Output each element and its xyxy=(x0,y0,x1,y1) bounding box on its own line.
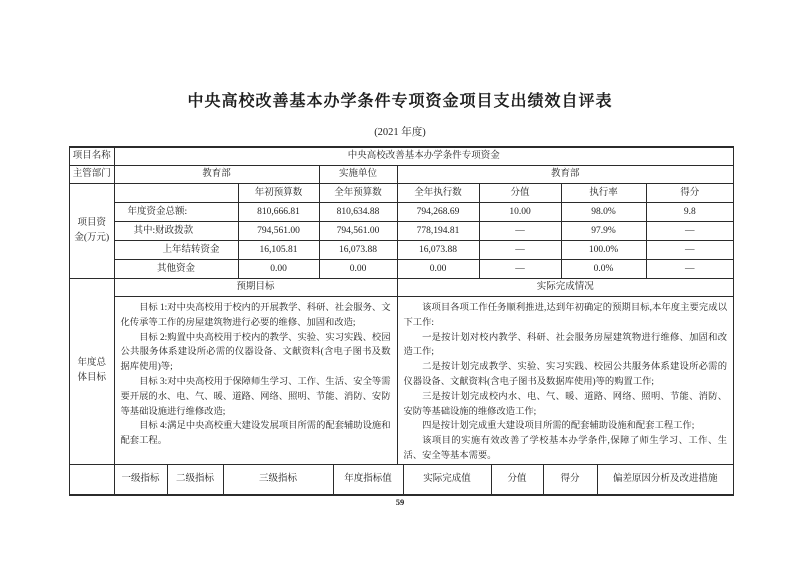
impl-unit-value: 教育部 xyxy=(397,166,733,184)
expected-goal-paragraph: 目标 3:对中央高校用于保障师生学习、工作、生活、安全等需要开展的水、电、气、暖、道路、网络、照明、节能、消防、安防等基础设施进行维修改造; xyxy=(120,376,391,417)
funds-header-executed: 全年执行数 xyxy=(397,184,479,203)
fund-value-cell: 100.0% xyxy=(561,241,646,260)
section-indicators xyxy=(70,465,733,494)
funds-header-execution-rate: 执行率 xyxy=(561,184,646,203)
funds-header-row xyxy=(70,184,733,203)
indicator-header-score-weight: 分值 xyxy=(491,465,543,494)
fund-value-cell: 16,073.88 xyxy=(319,241,397,260)
funds-row-carryover xyxy=(70,241,733,260)
section-funds xyxy=(70,184,733,279)
fund-value-cell: — xyxy=(646,260,733,279)
actual-completion-paragraph: 一是按计划对校内教学、科研、社会服务房屋建筑物进行维修、加固和改造工作; xyxy=(403,332,727,358)
dept-label: 主管部门 xyxy=(70,166,114,184)
annual-goals-row-label: 年度总体目标 xyxy=(70,279,114,464)
indicator-header-row xyxy=(70,465,733,494)
expected-goals-text xyxy=(114,297,397,465)
impl-unit-label: 实施单位 xyxy=(319,166,397,184)
goals-body-row xyxy=(70,297,733,465)
funds-row-fiscal xyxy=(70,222,733,241)
actual-completion-text xyxy=(397,297,733,465)
actual-completion-paragraph: 该项目各项工作任务顺利推进,达到年初确定的预期目标,本年度主要完成以下工作: xyxy=(403,303,727,328)
indicator-header-annual-value: 年度指标值 xyxy=(333,465,403,494)
goals-header-row xyxy=(70,279,733,297)
expected-goal-paragraph: 目标 1:对中央高校用于校内的开展教学、科研、社会服务、文化传承等工作的房屋建筑物进行必要的维修、加固和改造; xyxy=(120,303,391,328)
fund-value-cell: 0.00 xyxy=(238,260,319,279)
actual-completion-header: 实际完成情况 xyxy=(397,279,733,297)
actual-completion-paragraph: 三是按计划完成校内水、电、气、暖、道路、网络、照明、节能、消防、安防等基础设施的维修改造工作; xyxy=(403,391,727,417)
indicator-header-actual-value: 实际完成值 xyxy=(403,465,491,494)
fund-value-cell: 97.9% xyxy=(561,222,646,241)
fund-value-cell: 10.00 xyxy=(479,203,561,222)
actual-completion-paragraph: 该项目的实施有效改善了学校基本办学条件,保障了师生学习、工作、生活、安全等基本需要。 xyxy=(403,436,727,461)
fund-value-cell: — xyxy=(646,241,733,260)
dept-value: 教育部 xyxy=(114,166,319,184)
fund-value-cell: 794,561.00 xyxy=(238,222,319,241)
fund-value-cell: 810,666.81 xyxy=(238,203,319,222)
indicator-header-level2: 二级指标 xyxy=(167,465,223,494)
fund-value-cell: — xyxy=(479,222,561,241)
project-name-value: 中央高校改善基本办学条件专项资金 xyxy=(114,148,733,166)
section-annual-goals xyxy=(70,279,733,465)
indicator-header-deviation: 偏差原因分析及改进措施 xyxy=(612,473,718,484)
page-number: 59 xyxy=(395,497,405,507)
expected-goal-paragraph: 目标 4:满足中央高校重大建设发展项目所需的配套辅助设施和配套工程。 xyxy=(120,421,391,447)
funds-row-other xyxy=(70,260,733,279)
table-row xyxy=(70,166,733,184)
fund-value-cell: 810,634.88 xyxy=(319,203,397,222)
fund-row-label: 其中:财政拨款 xyxy=(114,222,238,241)
page-title: 中央高校改善基本办学条件专项资金项目支出绩效自评表 xyxy=(187,93,613,110)
fund-value-cell: 16,105.81 xyxy=(238,241,319,260)
funds-header-score: 得分 xyxy=(646,184,733,203)
page-subtitle: (2021 年度) xyxy=(374,127,426,138)
actual-completion-paragraph: 四是按计划完成重大建设项目所需的配套辅助设施和配套工程工作; xyxy=(422,421,695,432)
indicator-header-level1: 一级指标 xyxy=(114,465,167,494)
empty-cell xyxy=(114,184,238,203)
funds-header-score-weight: 分值 xyxy=(479,184,561,203)
fund-value-cell: 794,561.00 xyxy=(319,222,397,241)
fund-value-cell: 98.0% xyxy=(561,203,646,222)
expected-goal-paragraph: 目标 2:购置中央高校用于校内的教学、实验、实习实践、校园公共服务体系建设所必需的仪器设备、文献资料(含电子图书及数据库使用)等; xyxy=(120,332,391,373)
fund-row-label: 上年结转资金 xyxy=(114,241,238,260)
indicator-header-level3: 三级指标 xyxy=(223,465,333,494)
funds-row-total xyxy=(70,203,733,222)
fund-row-label: 年度资金总额: xyxy=(114,203,238,222)
fund-value-cell: 0.00 xyxy=(397,260,479,279)
funds-header-annual-budget: 全年预算数 xyxy=(319,184,397,203)
fund-value-cell: 794,268.69 xyxy=(397,203,479,222)
fund-value-cell: 0.00 xyxy=(319,260,397,279)
fund-value-cell: 16,073.88 xyxy=(397,241,479,260)
section-project-info xyxy=(70,148,733,184)
fund-value-cell: 0.0% xyxy=(561,260,646,279)
indicator-header-score: 得分 xyxy=(543,465,597,494)
actual-completion-paragraph: 二是按计划完成教学、实验、实习实践、校园公共服务体系建设所必需的仪器设备、文献资料(含电子图书及数据库使用)等的购置工作; xyxy=(403,362,727,387)
evaluation-table xyxy=(69,146,734,496)
funds-row-label: 项目资金(万元) xyxy=(70,184,114,279)
fund-value-cell: — xyxy=(646,222,733,241)
table-row xyxy=(70,148,733,166)
fund-value-cell: 9.8 xyxy=(646,203,733,222)
project-name-label: 项目名称 xyxy=(70,148,114,166)
fund-row-label: 其他资金 xyxy=(114,260,238,279)
fund-value-cell: 778,194.81 xyxy=(397,222,479,241)
fund-value-cell: — xyxy=(479,241,561,260)
fund-value-cell: — xyxy=(479,260,561,279)
empty-cell xyxy=(70,465,114,494)
funds-header-initial-budget: 年初预算数 xyxy=(238,184,319,203)
expected-goals-header: 预期目标 xyxy=(114,279,397,297)
